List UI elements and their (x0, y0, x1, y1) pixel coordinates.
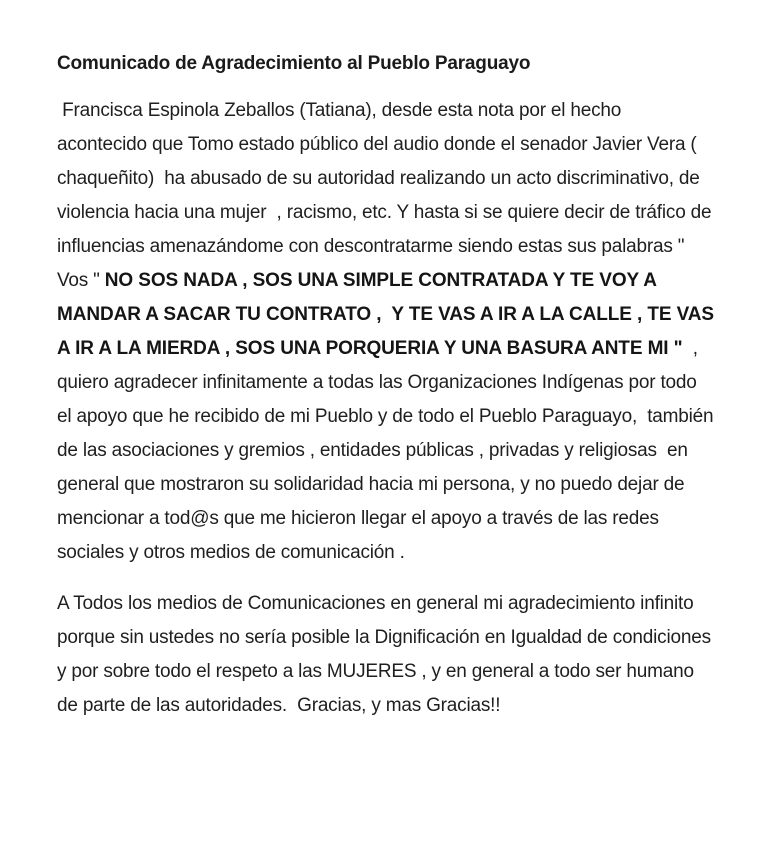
paragraph-1-run-quoted-insults-bold: NO SOS NADA , SOS UNA SIMPLE CONTRATADA Y TE VOY A MANDAR A SACAR TU CONTRATO , Y TE VAS A IR A LA CALLE , TE VAS A IR A LA MIERDA , SOS UNA PORQUERIA Y UNA BASURA ANTE MI " (57, 270, 719, 359)
paragraph-1-run-intro: Francisca Espinola Zeballos (Tatiana), desde esta nota por el hecho acontecido que Tomo estado público del audio donde el senador Javier Vera ( chaqueñito) ha abusado de su autoridad realizando un acto discriminativo, de violencia hacia una mujer , racismo, etc. Y hasta si se quiere decir de tráfico de influencias amenazándome con descontratarme siendo estas sus palabras " Vos " (57, 100, 717, 291)
document-title: Comunicado de Agradecimiento al Pueblo Paraguayo (57, 53, 531, 74)
paragraph-2-run-text: A Todos los medios de Comunicaciones en general mi agradecimiento infinito porque sin ustedes no sería posible la Dignificación en Igualdad de condiciones y por sobre todo el respeto a las MUJERES , y en general a todo ser humano de parte de las autoridades. Gracias, y mas Gracias!! (57, 593, 716, 716)
paragraph-1-run-thanks: , quiero agradecer infinitamente a todas las Organizaciones Indígenas por todo el apoyo que he recibido de mi Pueblo y de todo el Pueblo Paraguayo, también de las asociaciones y gremios , entidades públicas , privadas y religiosas en general que mostraron su solidaridad hacia mi persona, y no puedo dejar de mencionar a tod@s que me hicieron llegar el apoyo a través de las redes sociales y otros medios de comunicación . (57, 338, 719, 563)
paragraph-gratitude-statement (57, 94, 719, 570)
paragraph-media-thanks (57, 587, 714, 723)
